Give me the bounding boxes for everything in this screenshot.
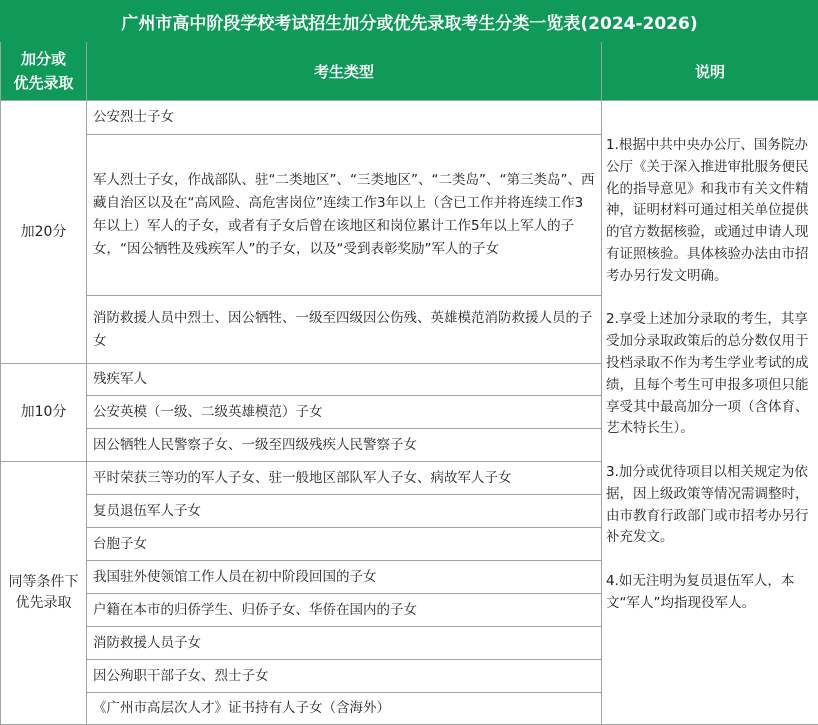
list-item: 残疾军人 xyxy=(87,364,602,396)
header-type: 考生类型 xyxy=(87,42,602,101)
list-item: 户籍在本市的归侨学生、归侨子女、华侨在国内的子女 xyxy=(87,594,602,627)
header-category-line2: 优先录取 xyxy=(13,74,74,92)
note-3: 3.加分或优待项目以相关规定为依据，因上级政策等情况需调整时，由市教育行政部门或市招考办另行补充发文。 xyxy=(606,463,809,546)
category-plus20: 加20分 xyxy=(1,101,87,364)
list-item: 我国驻外使领馆工作人员在初中阶段回国的子女 xyxy=(87,561,602,594)
list-item: 《广州市高层次人才》证书持有人子女（含海外） xyxy=(87,693,602,725)
category-plus10: 加10分 xyxy=(1,364,87,462)
list-item: 因公殉职干部子女、烈士子女 xyxy=(87,660,602,693)
note-2: 2.享受上述加分录取的考生，其享受加分录取政策后的总分数仅用于投档录取不作为考生学业考试的成绩，且每个考生可申报多项但只能享受其中最高加分一项（含体育、艺术特长生）。 xyxy=(606,311,809,437)
header-category xyxy=(1,42,87,101)
header-category-line1: 加分或 xyxy=(20,50,66,68)
list-item: 军人烈士子女，作战部队、驻“二类地区”、“三类地区”、“二类岛”、“第三类岛”、西藏自治区以及在“高风险、高危害岗位”连续工作3年以上（含已工作并将连续工作3年以上）军人的子女，或者有子女后曾在该地区和岗位累计工作5年以上军人的子女，“因公牺牲及残疾军人”的子女，以及“受到表彰奖励”军人的子女 xyxy=(87,135,602,296)
category-priority-line1: 同等条件下 xyxy=(8,574,79,590)
list-item: 消防救援人员中烈士、因公牺牲、一级至四级因公伤残、英雄模范消防救援人员的子女 xyxy=(87,296,602,364)
note-4: 4.如无注明为复员退伍军人，本文“军人”均指现役军人。 xyxy=(606,572,795,611)
header-notes: 说明 xyxy=(602,42,818,101)
list-item: 台胞子女 xyxy=(87,528,602,561)
list-item: 因公牺牲人民警察子女、一级至四级残疾人民警察子女 xyxy=(87,429,602,462)
list-item: 复员退伍军人子女 xyxy=(87,495,602,528)
list-item: 公安烈士子女 xyxy=(87,101,602,135)
list-item: 消防救援人员子女 xyxy=(87,627,602,660)
category-priority xyxy=(1,462,87,725)
category-priority-line2: 优先录取 xyxy=(15,595,72,611)
notes-cell xyxy=(602,101,818,725)
list-item: 平时荣获三等功的军人子女、驻一般地区部队军人子女、病故军人子女 xyxy=(87,462,602,495)
note-1: 1.根据中共中央办公厅、国务院办公厅《关于深入推进审批服务便民化的指导意见》和我市有关文件精神，证明材料可通过相关单位提供的官方数据核验，或通过申请人现有证照核验。具体核验办法由市招考办另行发文明确。 xyxy=(606,137,809,284)
list-item: 公安英模（一级、二级英雄模范）子女 xyxy=(87,396,602,429)
table-title: 广州市高中阶段学校考试招生加分或优先录取考生分类一览表(2024-2026) xyxy=(1,1,818,42)
